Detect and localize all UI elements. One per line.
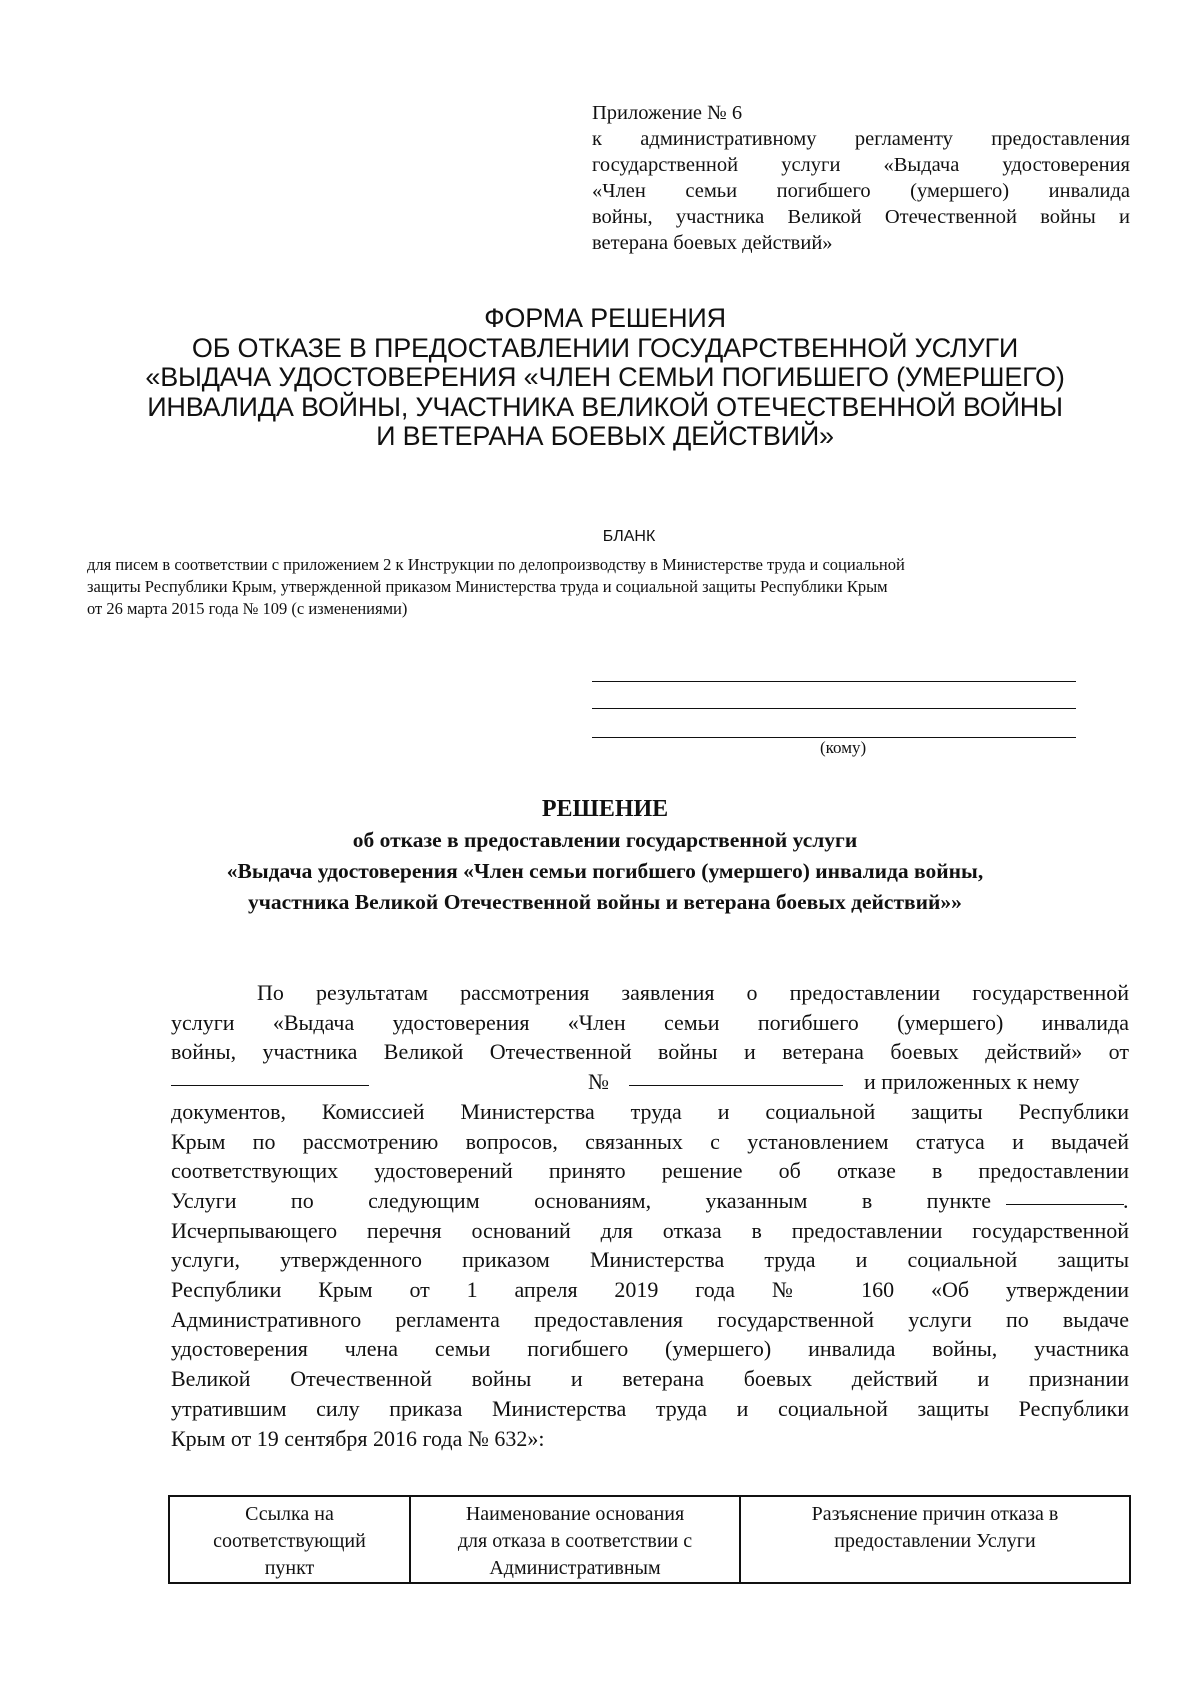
refusal-reasons-table — [168, 1495, 1131, 1584]
body-line-tail: и приложенных к нему — [864, 1069, 1080, 1095]
addressee-line-1[interactable] — [592, 681, 1076, 682]
body-line: войны, участника Великой Отечественной войны и ветерана боевых действий» от — [171, 1039, 1129, 1065]
form-title-line: «ВЫДАЧА УДОСТОВЕРЕНИЯ «ЧЛЕН СЕМЬИ ПОГИБШЕГО (УМЕРШЕГО) — [145, 362, 1065, 392]
form-title — [90, 304, 1120, 452]
appendix-line: ветерана боевых действий» — [592, 232, 833, 254]
addressee-caption: (кому) — [820, 738, 867, 757]
period: . — [1123, 1187, 1129, 1213]
blank-label-text: БЛАНК — [602, 528, 656, 545]
appendix-line: Приложение № 6 — [592, 102, 743, 124]
body-line-with-blank — [171, 1186, 1129, 1216]
header-line: для отказа в соответствии с — [457, 1530, 693, 1552]
body-line: Великой Отечественной войны и ветерана боевых действий и признании — [171, 1366, 1129, 1392]
body-line: документов, Комиссией Министерства труда и социальной защиты Республики — [171, 1098, 1129, 1124]
header-line: предоставлении Услуги — [834, 1530, 1036, 1552]
body-line: услуги «Выдача удостоверения «Член семьи погибшего (умершего) инвалида — [171, 1009, 1129, 1035]
appendix-line: к административному регламенту предоставления — [592, 128, 1130, 150]
blank-note-line: для писем в соответствии с приложением 2 к Инструкции по делопроизводству в Министерстве труда и социальной — [87, 555, 905, 574]
header-line: Административным — [489, 1557, 661, 1579]
blank-note-line: защиты Республики Крым, утвержденной приказом Министерства труда и социальной защиты Республики Крым — [87, 577, 888, 596]
table-header-reference — [169, 1496, 410, 1583]
appendix-line: государственной услуги «Выдача удостоверения — [592, 154, 1130, 176]
blank-note-line: от 26 марта 2015 года № 109 (с изменениями) — [87, 599, 408, 618]
body-line: Крым от 19 сентября 2016 года № 632»: — [171, 1425, 545, 1451]
table-header-ground — [410, 1496, 740, 1583]
refusal-clause-field[interactable] — [1006, 1186, 1124, 1205]
blank-label — [0, 528, 1200, 546]
application-number-field[interactable] — [629, 1067, 843, 1086]
form-title-line: ОБ ОТКАЗЕ В ПРЕДОСТАВЛЕНИИ ГОСУДАРСТВЕННОЙ УСЛУГИ — [191, 332, 1019, 363]
decision-subtitle-line: участника Великой Отечественной войны и ветерана боевых действий»» — [248, 890, 962, 914]
table-header-explanation — [740, 1496, 1130, 1583]
header-line: пункт — [264, 1557, 315, 1579]
body-line: Республики Крым от 1 апреля 2019 года № 160 «Об утверждении — [171, 1277, 1129, 1302]
appendix-line: войны, участника Великой Отечественной войны и — [592, 206, 1130, 228]
decision-heading: РЕШЕНИЕ — [541, 796, 669, 822]
body-line-with-blanks — [171, 1067, 1129, 1097]
form-title-line: ФОРМА РЕШЕНИЯ — [484, 303, 726, 333]
number-sign: № — [588, 1069, 609, 1095]
decision-body — [171, 978, 1129, 1453]
header-line: Ссылка на — [245, 1503, 334, 1525]
body-line: соответствующих удостоверений принято решение об отказе в предоставлении — [171, 1158, 1129, 1184]
body-line: Услуги по следующим основаниям, указанным в пункте — [171, 1187, 991, 1213]
body-line: Административного регламента предоставления государственной услуги по выдаче — [171, 1306, 1129, 1332]
decision-title — [90, 794, 1120, 918]
header-line: соответствующий — [213, 1530, 366, 1552]
blank-note — [87, 554, 1137, 620]
appendix-header — [592, 100, 1130, 256]
body-line: Крым по рассмотрению вопросов, связанных с установлением статуса и выдачей — [171, 1128, 1129, 1154]
header-line: Разъяснение причин отказа в — [811, 1503, 1059, 1525]
body-line: Исчерпывающего перечня оснований для отказа в предоставлении государственной — [171, 1217, 1129, 1243]
header-line: Наименование основания — [465, 1503, 685, 1525]
body-line: услуги, утвержденного приказом Министерства труда и социальной защиты — [171, 1247, 1129, 1273]
appendix-line: «Член семьи погибшего (умершего) инвалида — [592, 180, 1130, 202]
body-line: По результатам рассмотрения заявления о предоставлении государственной — [257, 980, 1129, 1005]
form-title-line: ИНВАЛИДА ВОЙНЫ, УЧАСТНИКА ВЕЛИКОЙ ОТЕЧЕСТВЕННОЙ ВОЙНЫ — [147, 391, 1063, 422]
application-date-field[interactable] — [171, 1067, 369, 1086]
body-line: утратившим силу приказа Министерства труда и социальной защиты Республики — [171, 1395, 1129, 1421]
decision-subtitle-line: об отказе в предоставлении государственной услуги — [352, 828, 858, 852]
decision-subtitle-line: «Выдача удостоверения «Член семьи погибшего (умершего) инвалида войны, — [226, 859, 984, 883]
body-line: удостоверения члена семьи погибшего (умершего) инвалида войны, участника — [171, 1336, 1129, 1362]
table-header-row — [169, 1496, 1130, 1583]
form-title-line: И ВЕТЕРАНА БОЕВЫХ ДЕЙСТВИЙ» — [376, 421, 834, 451]
addressee-line-2[interactable] — [592, 708, 1076, 709]
